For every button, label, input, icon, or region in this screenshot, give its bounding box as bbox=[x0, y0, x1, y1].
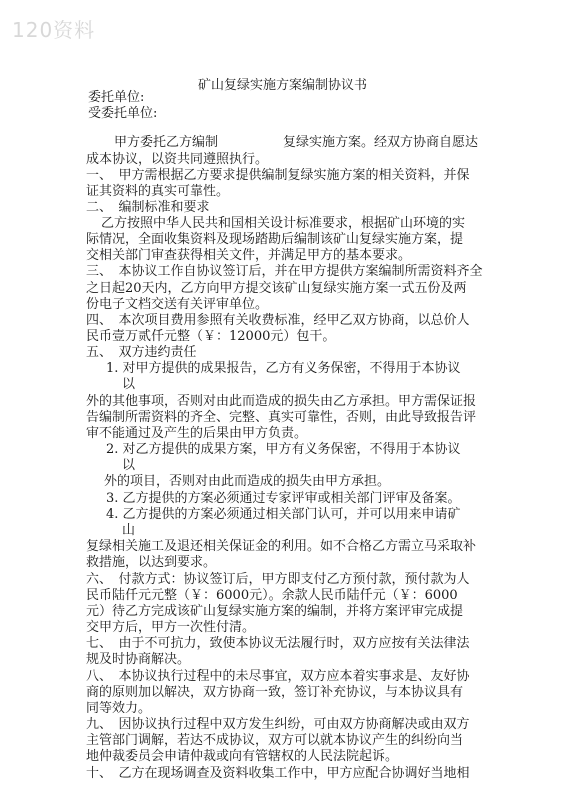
list-item: 1. 对甲方提供的成果报告，乙方有义务保密，不得用于本协议 bbox=[106, 361, 461, 376]
body-line: 外的其他事项，否则对由此而造成的损失由乙方承担。甲方需保证报 bbox=[86, 394, 477, 409]
body-line: 告编制所需资料的齐全、完整、真实可靠性，否则，由此导致报告评 bbox=[86, 410, 477, 425]
body-line: 证其资料的真实可靠性。 bbox=[86, 184, 230, 199]
body-line: 四、 本次项目费用参照有关收费标准，经甲乙双方协商，以总价人 bbox=[86, 313, 470, 328]
body-line: 商的原则加以解决，双方协商一致，签订补充协议，与本协议具有 bbox=[86, 685, 464, 700]
body-line: 九、 因协议执行过程中双方发生纠纷，可由双方协商解决或由双方 bbox=[86, 717, 470, 732]
document-title: 矿山复绿实施方案编制协议书 bbox=[197, 78, 367, 93]
list-item: 4. 乙方提供的方案必须通过相关部门认可，并可以用来申请矿 bbox=[106, 507, 461, 522]
wrap-fragment: 山 bbox=[122, 523, 136, 538]
body-line: 十、 乙方在现场调查及资料收集工作中，甲方应配合协调好当地相 bbox=[86, 766, 470, 781]
body-line: 份电子文档交送有关评审单位。 bbox=[86, 297, 269, 312]
wrap-fragment: 以 bbox=[122, 458, 136, 473]
body-line: 之日起20天内，乙方向甲方提交该矿山复绿实施方案一式五份及两 bbox=[86, 281, 467, 296]
watermark: 120资料 bbox=[12, 18, 96, 42]
body-line: 民币壹万贰仟元整（￥：12000元）包干。 bbox=[86, 329, 336, 344]
section-heading: 五、 双方违约责任 bbox=[86, 345, 197, 360]
body-line: 民币陆仟元元整（￥：6000元）。余款人民币陆仟元（￥：6000 bbox=[86, 588, 458, 603]
body-line: 一、 甲方需根据乙方要求提供编制复绿实施方案的相关资料，并保 bbox=[86, 168, 470, 183]
body-line: 六、 付款方式：协议签订后，甲方即支付乙方预付款，预付款为人 bbox=[86, 572, 470, 587]
body-line: 八、 本协议执行过程中的未尽事宜，双方应本着实事求是、友好协 bbox=[86, 669, 470, 684]
body-line: 审不能通过及产生的后果由甲方负责。 bbox=[86, 426, 308, 441]
body-line: 三、 本协议工作自协议签订后，并在甲方提供方案编制所需资料齐全 bbox=[86, 264, 483, 279]
body-line: 七、 由于不可抗力，致使本协议无法履行时，双方应按有关法律法 bbox=[86, 636, 470, 651]
body-line: 外的项目，否则对由此而造成的损失由甲方承担。 bbox=[104, 474, 391, 489]
client-line: 委托单位: bbox=[88, 90, 145, 105]
body-line: 复绿相关施工及退还相关保证金的利用。如不合格乙方需立马采取补 bbox=[86, 539, 477, 554]
body-line: 甲方委托乙方编制 复绿实施方案。经双方协商自愿达 bbox=[114, 135, 479, 150]
body-line: 交甲方后，甲方一次性付清。 bbox=[86, 620, 256, 635]
list-item: 2. 对乙方提供的成果方案，甲方有义务保密，不得用于本协议 bbox=[106, 442, 461, 457]
body-line: 地仲裁委员会申请仲裁或向有管辖权的人民法院起诉。 bbox=[86, 749, 399, 764]
list-item: 3. 乙方提供的方案必须通过专家评审或相关部门评审及备案。 bbox=[106, 491, 461, 506]
body-line: 元）待乙方完成该矿山复绿实施方案的编制，并将方案评审完成提 bbox=[86, 604, 464, 619]
contractor-line: 受委托单位: bbox=[88, 106, 158, 121]
body-line: 救措施，以达到要求。 bbox=[86, 555, 217, 570]
section-heading: 二、 编制标准和要求 bbox=[86, 200, 210, 215]
body-line: 乙方按照中华人民共和国相关设计标准要求，根据矿山环境的实 bbox=[101, 216, 466, 231]
body-line: 际情况，全面收集资料及现场踏勘后编制该矿山复绿实施方案，提 bbox=[86, 232, 464, 247]
body-line: 交相关部门审查获得相关文件，并满足甲方的基本要求。 bbox=[86, 248, 412, 263]
body-line: 规及时协商解决。 bbox=[86, 652, 191, 667]
body-line: 主管部门调解，若达不成协议，双方可以就本协议产生的纠纷向当 bbox=[86, 733, 464, 748]
body-line: 成本协议，以资共同遵照执行。 bbox=[86, 152, 269, 167]
wrap-fragment: 以 bbox=[122, 377, 136, 392]
body-line: 同等效力。 bbox=[86, 701, 152, 716]
